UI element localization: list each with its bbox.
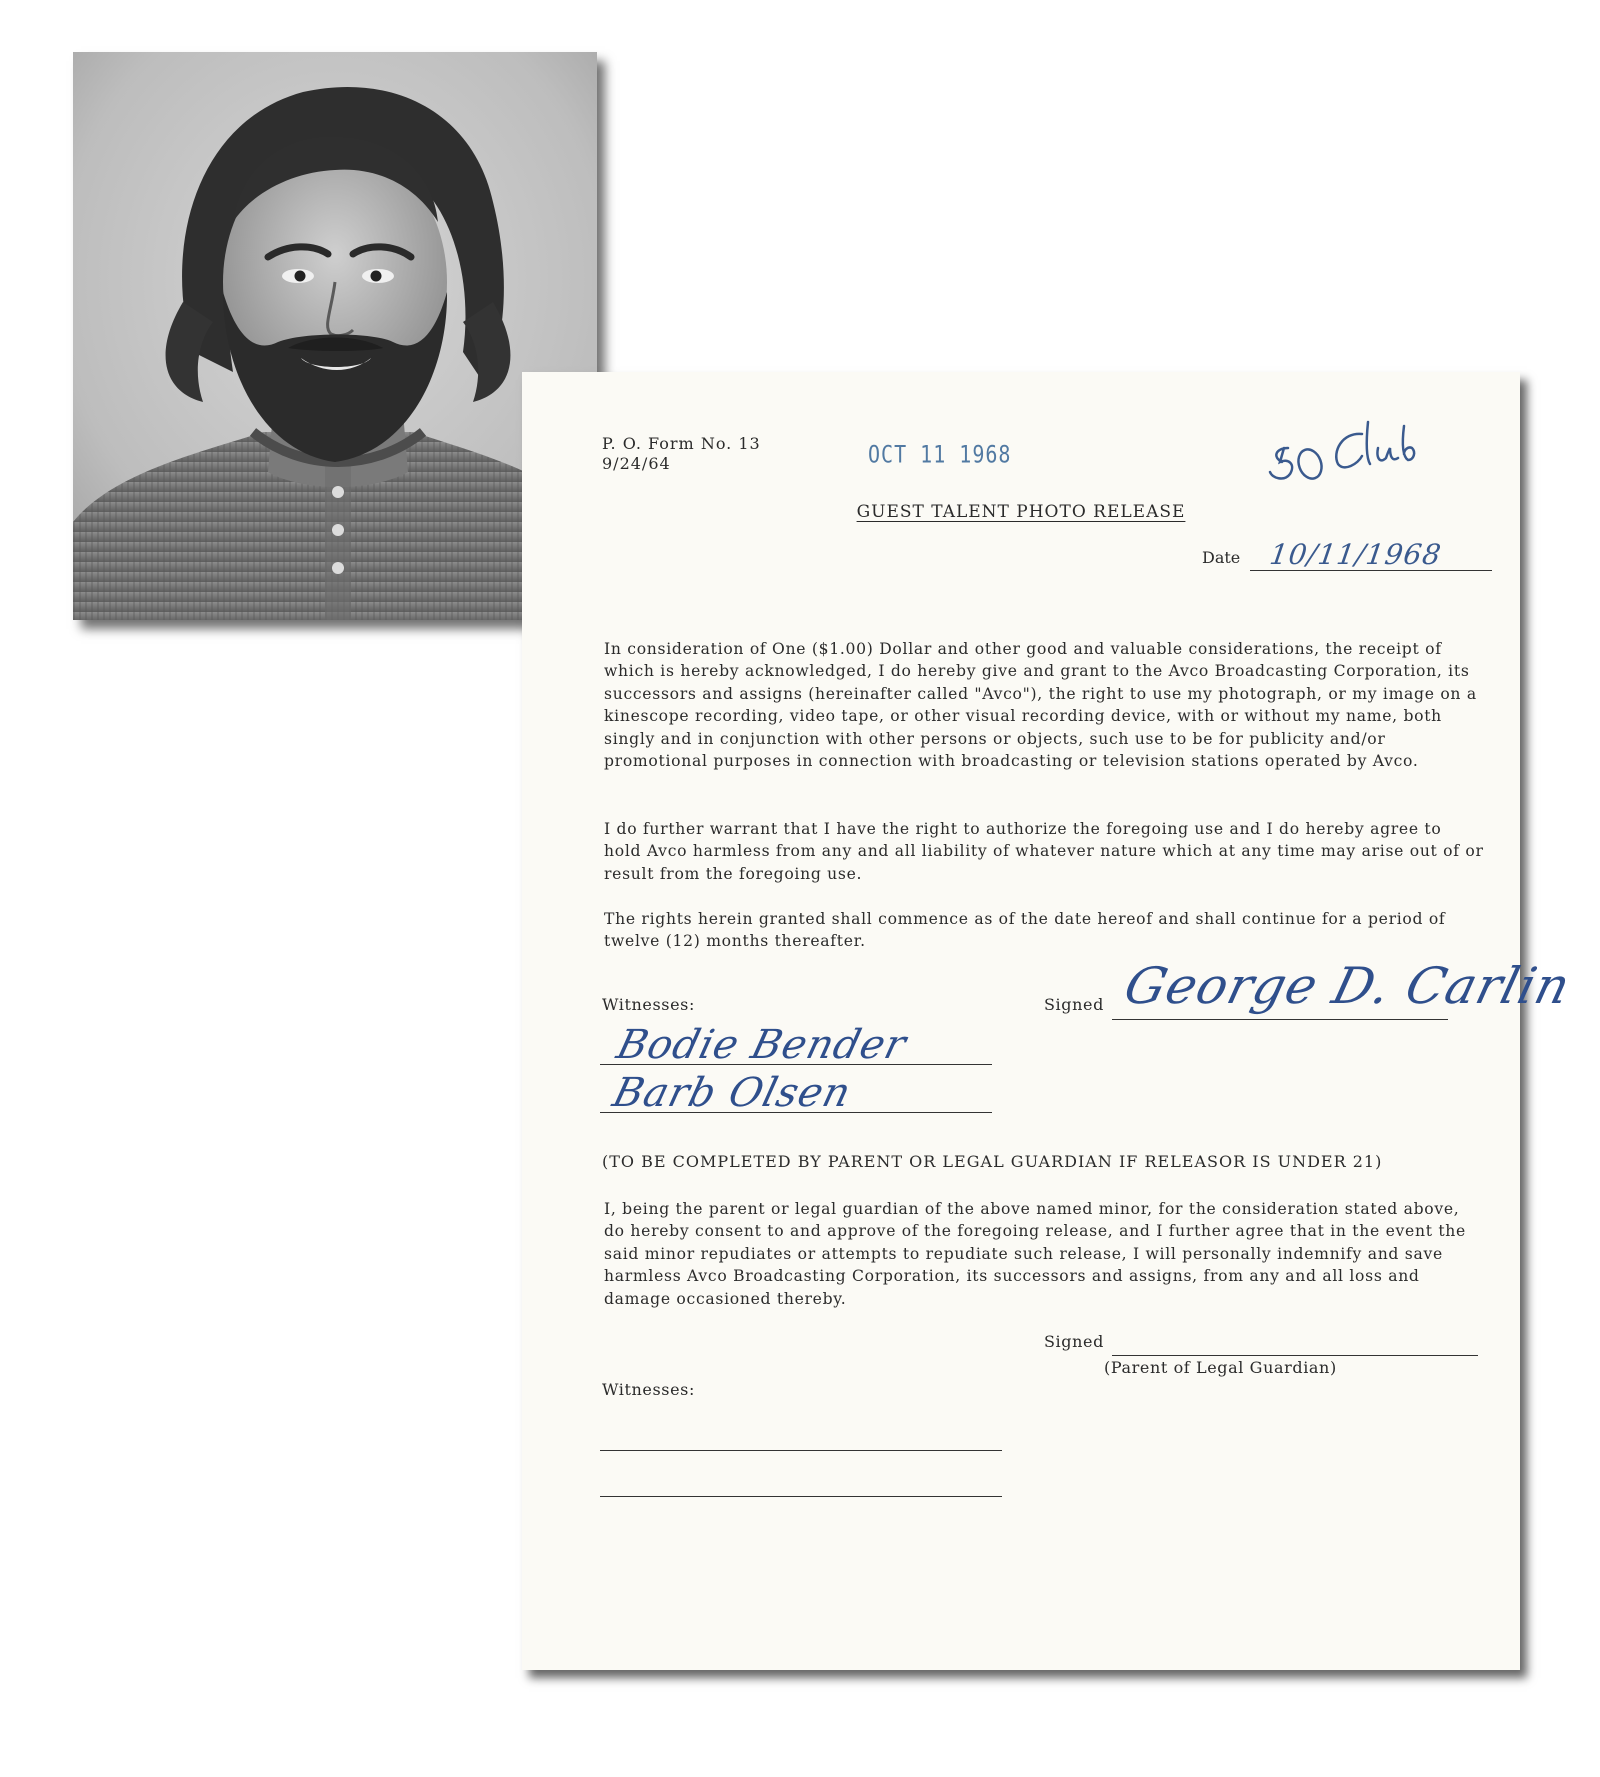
form-date: 9/24/64 [602, 454, 671, 473]
date-label: Date [1202, 548, 1241, 567]
date-field [1202, 538, 1492, 582]
form-title-text: GUEST TALENT PHOTO RELEASE [856, 502, 1186, 522]
warranty-paragraph: I do further warrant that I have the right to authorize the foregoing use and I do hereby agree to hold Avco harmless from any and all liability of whatever nature which at any time may arise out of or result from the foregoing use. [604, 820, 1484, 883]
witnesses-label: Witnesses: [602, 995, 695, 1014]
portrait-image [73, 52, 597, 620]
guardian-heading: (TO BE COMPLETED BY PARENT OR LEGAL GUARDIAN IF RELEASOR IS UNDER 21) [602, 1152, 1383, 1171]
date-value: 10/11/1968 [1267, 538, 1444, 571]
handwritten-note-50-club [1262, 412, 1422, 492]
signature-line [1112, 1019, 1448, 1020]
witness-signature-2: Barb Olsen [608, 1070, 856, 1116]
form-number: P. O. Form No. 13 [602, 434, 761, 453]
guardian-paragraph: I, being the parent or legal guardian of the above named minor, for the consideration stated above, do hereby consent to and approve of the foregoing release, and I further agree that in the event the said minor repudiates or attempts to repudiate such release, I will personally indemnify and save harmless Avco Broadcasting Corporation, its successors and assigns, from any and all loss and damage occasioned thereby. [604, 1200, 1466, 1308]
signed-label: Signed [1044, 995, 1104, 1014]
consideration-paragraph: In consideration of One ($1.00) Dollar and other good and valuable considerations, the receipt of which is hereby acknowledged, I do hereby give and grant to the Avco Broadcasting Corporation, its successors and assigns (hereinafter called "Avco"), the right to use my photograph, or my image on a kinescope recording, video tape, or other visual recording device, with or without my name, both singly and in conjunction with other persons or objects, such use to be for publicity and/or promotional purposes in connection with broadcasting or television stations operated by Avco. [604, 640, 1477, 771]
date-stamp: OCT 11 1968 [868, 439, 1012, 469]
guardian-witness-line-2 [600, 1496, 1002, 1497]
guardian-signed-label: Signed [1044, 1332, 1104, 1351]
releasor-signature: George D. Carlin [1118, 957, 1577, 1015]
guardian-witness-line-1 [600, 1450, 1002, 1451]
guardian-signature-line [1112, 1355, 1478, 1356]
term-paragraph: The rights herein granted shall commence as of the date hereof and shall continue for a period of twelve (12) months thereafter. [604, 910, 1446, 951]
form-number-block [602, 434, 761, 474]
portrait-photo [73, 52, 597, 620]
release-form-sheet [522, 372, 1577, 1670]
guardian-caption: (Parent of Legal Guardian) [1104, 1358, 1337, 1377]
witness-signature-1: Bodie Bender [612, 1022, 912, 1068]
form-title [522, 502, 1520, 522]
guardian-witnesses-label: Witnesses: [602, 1380, 695, 1399]
